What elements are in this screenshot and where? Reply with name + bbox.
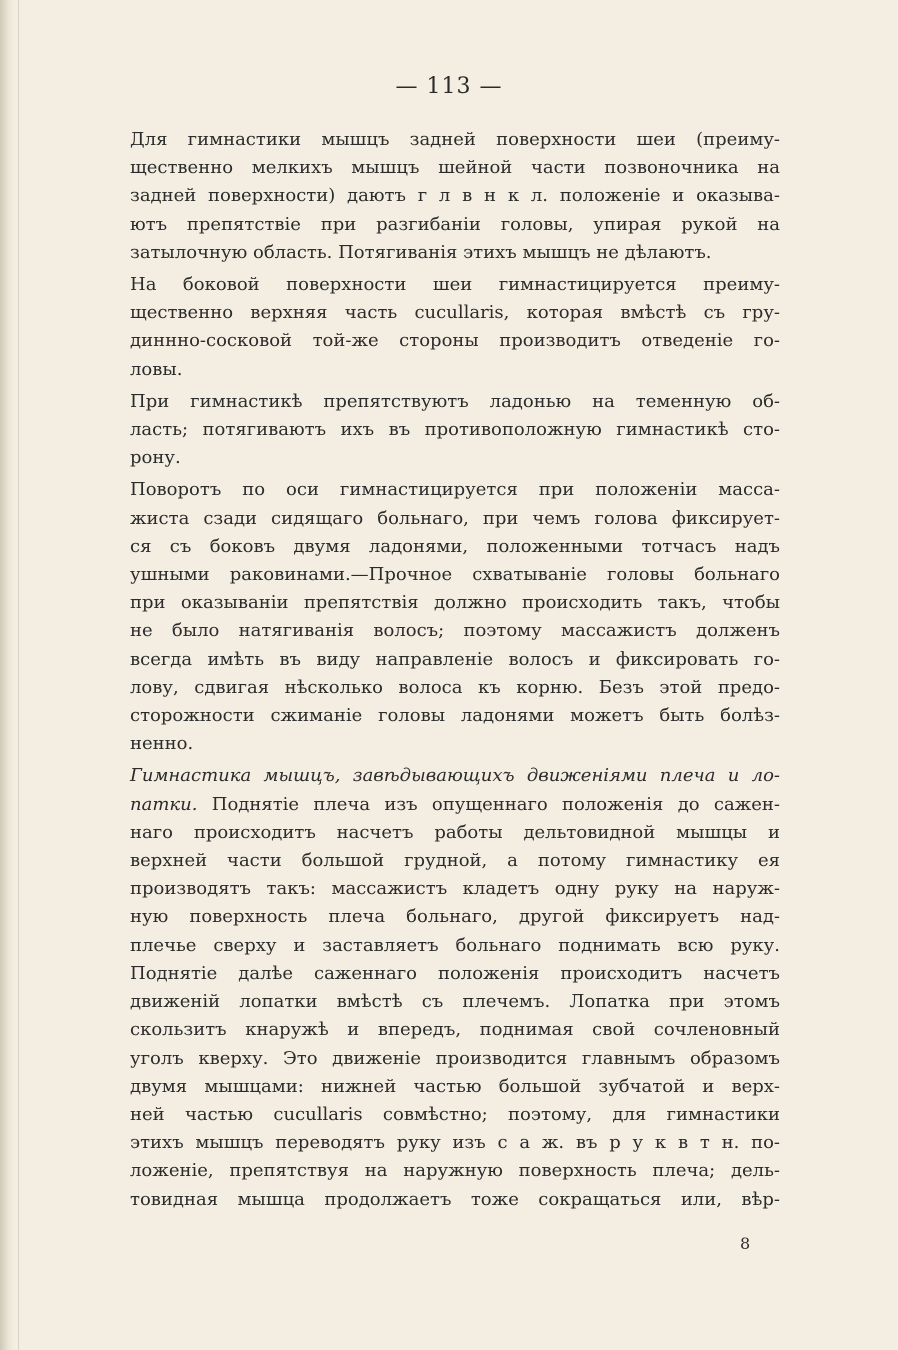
text-line: двумя мышцами: нижней частью большой зубчатой и верх- xyxy=(130,1075,780,1097)
text-line: производятъ такъ: массажистъ кладетъ одну руку на наруж- xyxy=(130,878,780,900)
text-line: Поворотъ по оси гимнастицируется при положеніи масса- xyxy=(130,479,780,501)
text-line: диннно-сосковой той-же стороны производитъ отведеніе го- xyxy=(130,330,780,352)
text-line: движеній лопатки вмѣстѣ съ плечемъ. Лопатка при этомъ xyxy=(130,991,780,1013)
text-line-mixed xyxy=(130,791,780,819)
text-line: щественно мелкихъ мышцъ шейной части позвоночника на xyxy=(130,157,780,179)
text-line: плечье сверху и заставляетъ больнаго поднимать всю руку. xyxy=(130,934,780,956)
text-line: этихъ мышцъ переводятъ руку изъ с а ж. въ р у к в т н. по- xyxy=(130,1132,780,1154)
text-line-continuation: Поднятіе плеча изъ опущеннаго положенія до сажен- xyxy=(197,793,780,815)
text-line: щественно верхняя часть cucullaris, которая вмѣстѣ съ гру- xyxy=(130,302,780,324)
text-line: ловы. xyxy=(130,358,183,380)
text-line: не было натягиванія волосъ; поэтому массажистъ долженъ xyxy=(130,620,780,642)
text-line: рону. xyxy=(130,447,181,469)
text-line: всегда имѣть въ виду направленіе волосъ и фиксировать го- xyxy=(130,648,780,670)
text-line: ную поверхность плеча больнаго, другой фиксируетъ над- xyxy=(130,906,780,928)
section-heading-italic: Гимнастика мышцъ, завѣдывающихъ движеніями плеча и ло- xyxy=(130,765,780,787)
text-line: скользитъ кнаружѣ и впередъ, поднимая свой сочленовный xyxy=(130,1019,780,1041)
text-line: ушными раковинами.—Прочное схватываніе головы больнаго xyxy=(130,564,780,586)
text-line: Для гимнастики мышцъ задней поверхности шеи (преиму- xyxy=(130,129,780,150)
text-line: ютъ препятствіе при разгибаніи головы, упирая рукой на xyxy=(130,213,780,235)
text-line: На боковой поверхности шеи гимнастицируется преиму- xyxy=(130,274,780,296)
page-body xyxy=(130,126,780,1214)
page-edge-line xyxy=(18,0,19,1350)
text-line: уголъ кверху. Это движеніе производится главнымъ образомъ xyxy=(130,1047,780,1069)
text-line: При гимнастикѣ препятствуютъ ладонью на теменную об- xyxy=(130,390,780,412)
text-line: Поднятіе далѣе саженнаго положенія происходитъ насчетъ xyxy=(130,962,780,984)
page-number: — 113 — xyxy=(395,74,503,99)
text-line: ся съ боковъ двумя ладонями, положенными тотчасъ надъ xyxy=(130,535,780,557)
text-line: наго происходитъ насчетъ работы дельтовидной мышцы и xyxy=(130,821,780,843)
text-line: при оказываніи препятствія должно происходить такъ, чтобы xyxy=(130,592,780,614)
section-heading-italic-end: патки. xyxy=(130,793,198,815)
text-line: ней частью cucullaris совмѣстно; поэтому, для гимнастики xyxy=(130,1103,780,1125)
text-line: ложеніе, препятствуя на наружную поверхность плеча; дель- xyxy=(130,1160,780,1182)
text-line: лову, сдвигая нѣсколько волоса къ корню. Безъ этой предо- xyxy=(130,676,780,698)
text-line: жиста сзади сидящаго больнаго, при чемъ голова фиксирует- xyxy=(130,507,780,529)
text-line: задней поверхности) даютъ г л в н к л. положеніе и оказыва- xyxy=(130,185,780,207)
text-line: ласть; потягиваютъ ихъ въ противоположную гимнастикѣ сто- xyxy=(130,419,780,441)
page-binding-shadow xyxy=(0,0,14,1350)
text-line: затылочную область. Потягиванія этихъ мышцъ не дѣлаютъ. xyxy=(130,241,712,263)
text-line: ненно. xyxy=(130,733,194,755)
text-line: верхней части большой грудной, а потому гимнастику ея xyxy=(130,850,780,872)
text-line: сторожности сжиманіе головы ладонями можетъ быть болѣз- xyxy=(130,705,780,727)
signature-mark: 8 xyxy=(740,1234,751,1253)
text-line: товидная мышца продолжаетъ тоже сокращаться или, вѣр- xyxy=(130,1188,780,1210)
